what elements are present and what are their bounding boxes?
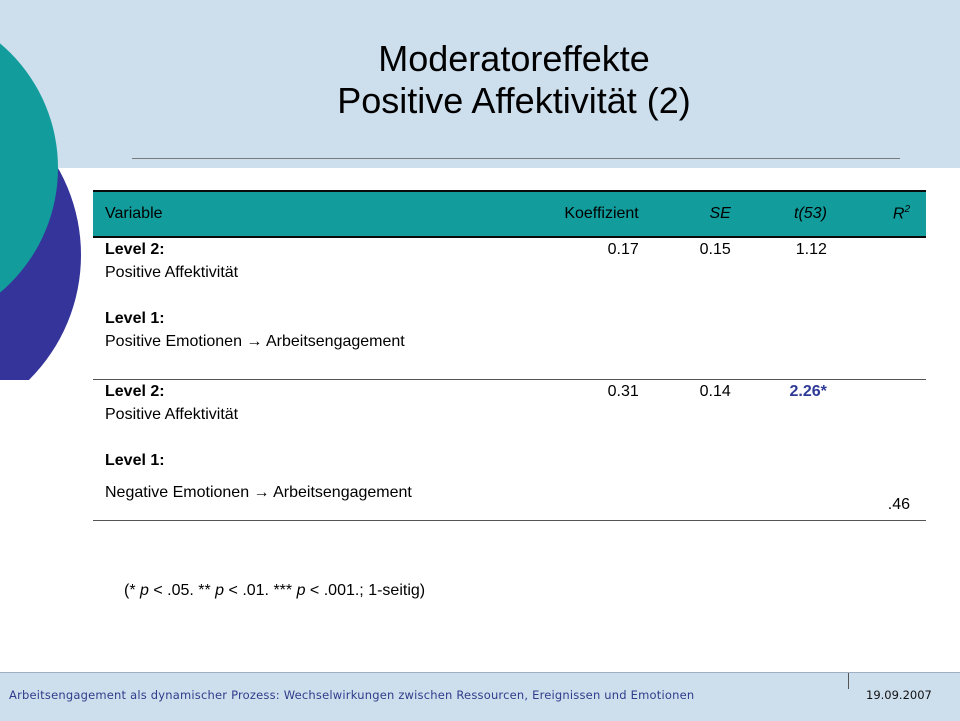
level2-value: Positive Affektivität: [105, 264, 239, 281]
note-open: (*: [124, 582, 140, 599]
significance-note: [124, 582, 425, 600]
level1-label: Level 1:: [105, 452, 165, 469]
header-r2: [827, 191, 926, 237]
footer-date: 19.09.2007: [866, 688, 932, 702]
coefficient-cell: 0.17: [505, 237, 639, 380]
arrow-icon: →: [246, 333, 263, 350]
level1-label: Level 1:: [105, 310, 165, 327]
header-t: t(53): [731, 191, 827, 237]
level1-value: Negative Emotionen → Arbeitsengagement: [105, 484, 412, 501]
table-row: [93, 380, 926, 521]
footer-divider: [848, 673, 849, 689]
table-row: [93, 237, 926, 380]
arrow-icon: →: [253, 484, 270, 501]
note-part3: < .001.; 1-seitig): [305, 582, 426, 599]
r2-value: .46: [887, 496, 910, 513]
t-cell-significant: 2.26*: [731, 380, 827, 521]
header-variable: Variable: [93, 191, 505, 237]
results-table: [93, 190, 926, 521]
r2-cell: [827, 380, 926, 521]
note-p: p: [140, 582, 149, 599]
note-part2: < .01. ***: [224, 582, 297, 599]
t-cell: 1.12: [731, 237, 827, 380]
r2-base: R: [892, 205, 905, 223]
title-line-2: Positive Affektivität (2): [337, 80, 691, 121]
header-coefficient: Koeffizient: [505, 191, 639, 237]
level2-value: Positive Affektivität: [105, 406, 239, 423]
slide-title: [100, 38, 928, 122]
level2-label: Level 2:: [105, 241, 165, 258]
level1-value: Positive Emotionen → Arbeitsengagement: [105, 333, 405, 350]
r2-superscript: 2: [904, 204, 910, 216]
note-part1: < .05. **: [148, 582, 216, 599]
variable-cell: [93, 237, 505, 380]
r2-cell: [827, 237, 926, 380]
title-line-1: Moderatoreffekte: [378, 38, 650, 79]
note-p: p: [296, 582, 306, 599]
title-underline: [132, 158, 900, 159]
se-cell: 0.14: [639, 380, 731, 521]
coefficient-cell: 0.31: [505, 380, 639, 521]
note-p: p: [215, 582, 225, 599]
table-header-row: [93, 191, 926, 237]
variable-cell: [93, 380, 505, 521]
decorative-circles: [0, 0, 90, 380]
header-se: SE: [639, 191, 731, 237]
footer-title: Arbeitsengagement als dynamischer Prozess: Wechselwirkungen zwischen Ressourcen, Ereignissen und Emotionen: [9, 688, 695, 702]
level2-label: Level 2:: [105, 383, 165, 400]
se-cell: 0.15: [639, 237, 731, 380]
